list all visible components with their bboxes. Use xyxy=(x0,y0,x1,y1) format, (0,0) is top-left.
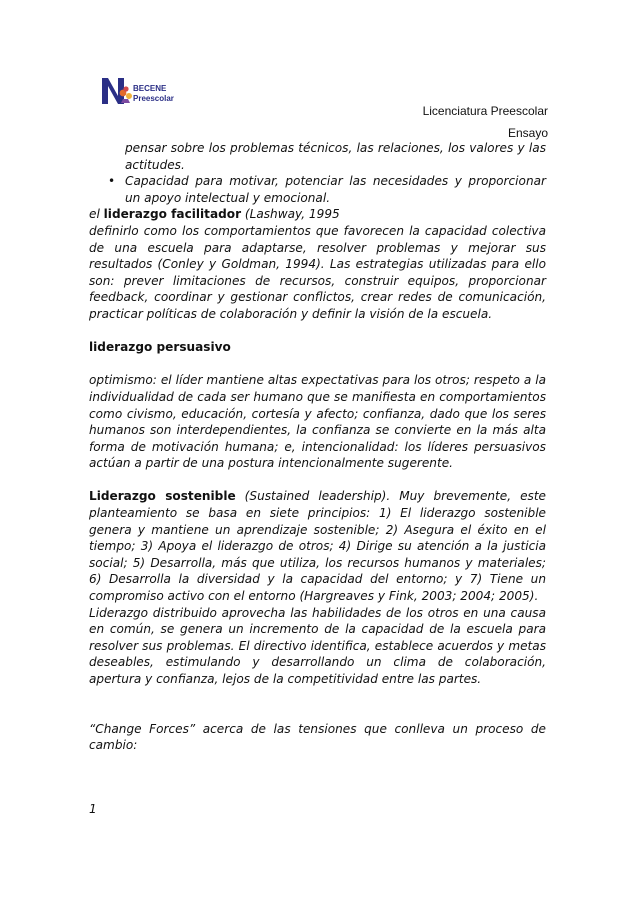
paragraph-persuasivo: optimismo: el líder mantiene altas expectativas para los otros; respeto a la individualidad de cada ser humano que se manifiesta en comportamientos como civismo, educación, cortesía y afecto; confianza, dado que los seres humanos son interdependientes, la confianza se convierte en la más alta forma de motivación humana; e, intencionalidad: los líderes persuasivos actúan a partir de una postura intencionalmente sugerente. xyxy=(89,373,546,471)
header-doc-type: Ensayo xyxy=(507,126,548,140)
bullet-icon: • xyxy=(108,174,116,189)
bullet-item xyxy=(89,173,546,206)
text-run: (Lashway, 1995 xyxy=(241,207,340,222)
heading-liderazgo-persuasivo: liderazgo persuasivo xyxy=(89,340,231,355)
term-liderazgo-sostenible: Liderazgo sostenible xyxy=(89,489,236,504)
paragraph-facilitador-heading xyxy=(89,206,546,223)
bullet-text: Capacidad para motivar, potenciar las necesidades y proporcionar un apoyo intelectual y emocional. xyxy=(125,174,546,205)
paragraph-distribuido: Liderazgo distribuido aprovecha las habilidades de los otros en una causa en común, se genera un incremento de la capacidad de la escuela para resolver sus problemas. El directivo identifica, establece acuerdos y metas deseables, estimulando y desarrollando un clima de colaboración, apertura y confianza, lejos de la competitividad entre las partes. xyxy=(89,605,546,686)
paragraph-facilitador: definirlo como los comportamientos que favorecen la capacidad colectiva de una escuela para adaptarse, resolver problemas y mejorar sus resultados (Conley y Goldman, 1994). Las estrategias utilizadas para ello son: prever limitaciones de recursos, construir equipos, proporcionar feedback, coordinar y gestionar conflictos, crear redes de comunicación, practicar políticas de colaboración y definir la visión de la escuela. xyxy=(89,223,546,321)
term-liderazgo-facilitador: liderazgo facilitador xyxy=(103,207,242,222)
text-run: el xyxy=(89,207,104,222)
document-body xyxy=(89,140,546,754)
paragraph-sostenible xyxy=(89,488,546,604)
becene-logo xyxy=(100,74,196,108)
continued-bullet-text: pensar sobre los problemas técnicos, las relaciones, los valores y las actitudes. xyxy=(125,141,546,172)
paragraph-change-forces: “Change Forces” acerca de las tensiones que conlleva un proceso de cambio: xyxy=(89,721,546,753)
svg-text:BECENE: BECENE xyxy=(133,84,167,93)
text-run: (Sustained leadership). Muy brevemente, este planteamiento se basa en siete principios: 1) El liderazgo sostenible genera y mantiene un aprendizaje sostenible; 2) Asegura el éxito en el tiempo; 3) Apoya el liderazgo de otros; 4) Dirige su atención a la justicia social; 5) Desarrolla, más que utiliza, los recursos humanos y materiales; 6) Desarrolla la diversidad y la capacidad del entorno; y 7) Tiene un compromiso activo con el entorno (Hargreaves y Fink, 2003; 2004; 2005). xyxy=(89,489,547,604)
page-number: 1 xyxy=(89,802,97,816)
header-program: Licenciatura Preescolar xyxy=(422,104,548,118)
svg-text:Preescolar: Preescolar xyxy=(133,94,174,103)
